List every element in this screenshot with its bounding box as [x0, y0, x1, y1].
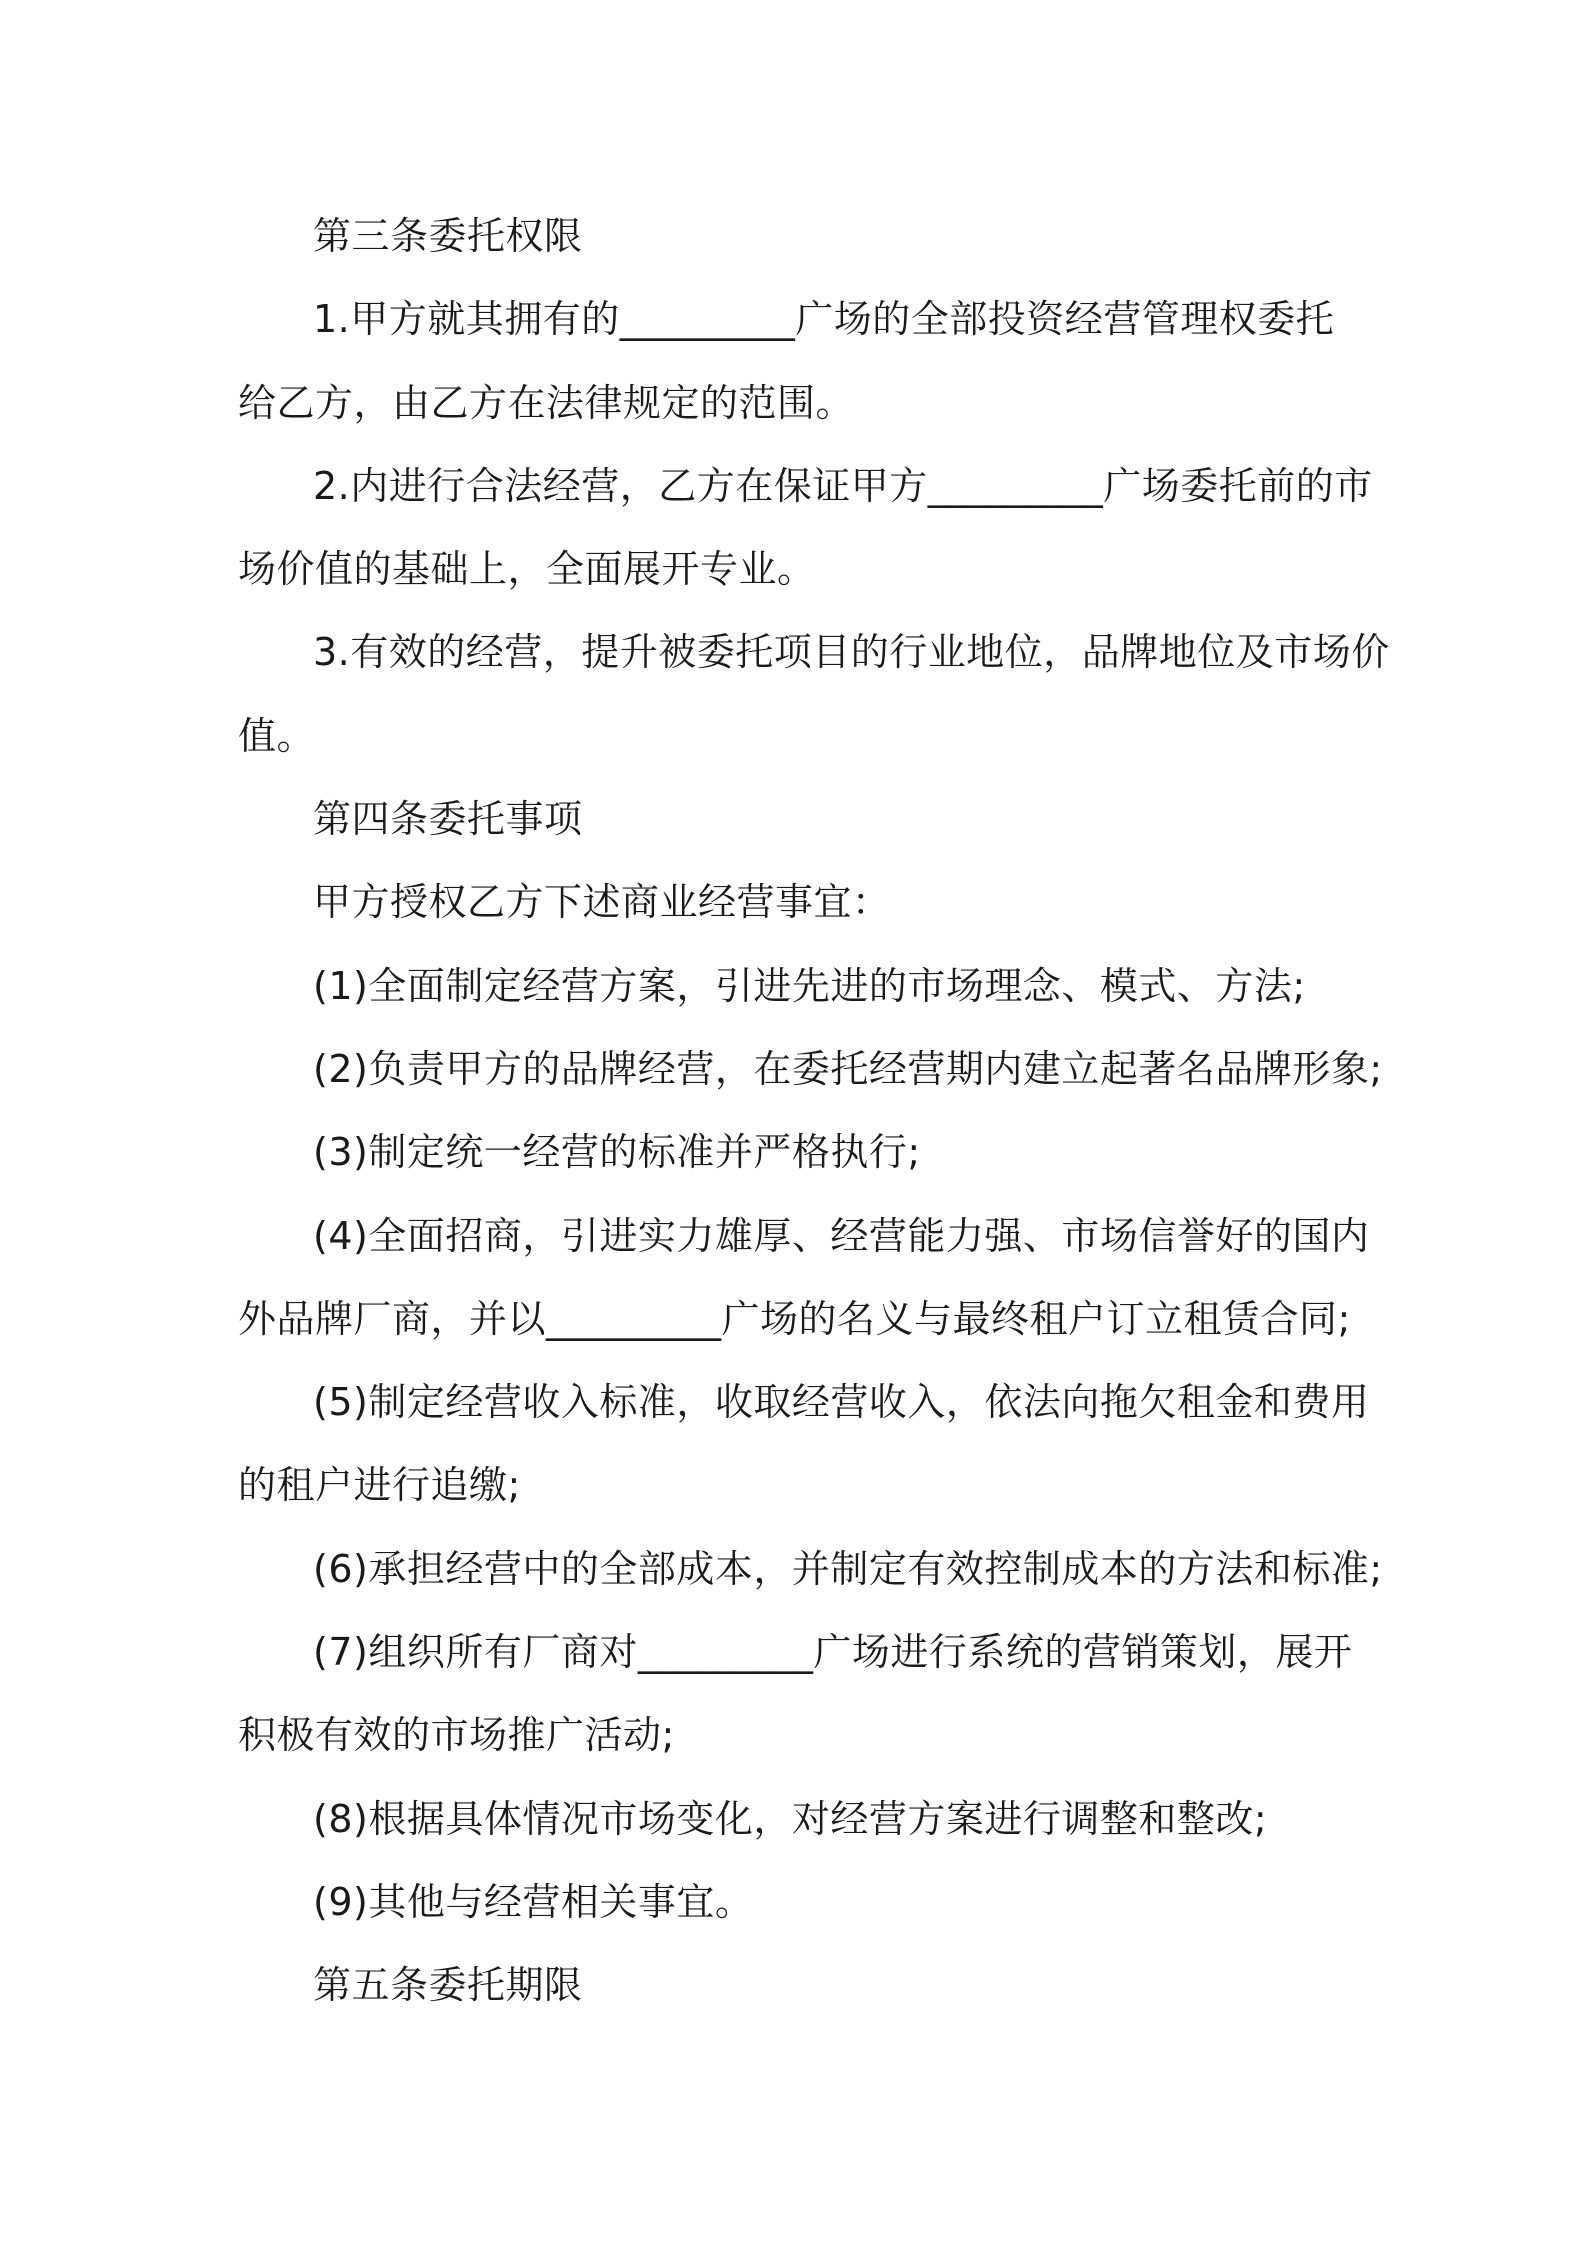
- article-4-item-7: (7)组织所有厂商对_________广场进行系统的营销策划，展开: [313, 1630, 1353, 1675]
- article-4-item-7-cont: 积极有效的市场推广活动;: [238, 1713, 675, 1758]
- article-3-clause-1-cont: 给乙方，由乙方在法律规定的范围。: [238, 380, 855, 425]
- article-3-clause-3-cont: 值。: [238, 713, 316, 758]
- article-3-clause-2-cont: 场价值的基础上，全面展开专业。: [238, 547, 816, 592]
- article-3-clause-1: 1.甲方就其拥有的_________广场的全部投资经营管理权委托: [313, 297, 1335, 342]
- document-body: [238, 195, 1390, 2028]
- article-3-heading: 第三条委托权限: [313, 214, 583, 258]
- article-4-item-5-cont: 的租户进行追缴;: [238, 1463, 521, 1508]
- article-3-clause-2: 2.内进行合法经营，乙方在保证甲方_________广场委托前的市: [313, 463, 1373, 508]
- article-4-item-6: (6)承担经营中的全部成本，并制定有效控制成本的方法和标准;: [313, 1546, 1383, 1591]
- article-3-clause-3: 3.有效的经营，提升被委托项目的行业地位，品牌地位及市场价: [313, 630, 1390, 675]
- article-4-item-8: (8)根据具体情况市场变化，对经营方案进行调整和整改;: [313, 1796, 1268, 1841]
- article-4-item-4-cont: 外品牌厂商，并以_________广场的名义与最终租户订立租赁合同;: [238, 1296, 1351, 1341]
- article-4-heading: 第四条委托事项: [313, 797, 583, 842]
- article-4-item-1: (1)全面制定经营方案，引进先进的市场理念、模式、方法;: [313, 963, 1306, 1008]
- article-4-intro: 甲方授权乙方下述商业经营事宜：: [313, 880, 891, 925]
- article-4-item-4: (4)全面招商，引进实力雄厚、经营能力强、市场信誉好的国内: [313, 1213, 1370, 1258]
- article-4-item-9: (9)其他与经营相关事宜。: [313, 1879, 754, 1924]
- article-4-item-5: (5)制定经营收入标准，收取经营收入，依法向拖欠租金和费用: [313, 1380, 1370, 1425]
- article-4-item-2: (2)负责甲方的品牌经营，在委托经营期内建立起著名品牌形象;: [313, 1046, 1383, 1091]
- article-4-item-3: (3)制定统一经营的标准并严格执行;: [313, 1130, 921, 1175]
- article-5-heading: 第五条委托期限: [313, 1963, 583, 2008]
